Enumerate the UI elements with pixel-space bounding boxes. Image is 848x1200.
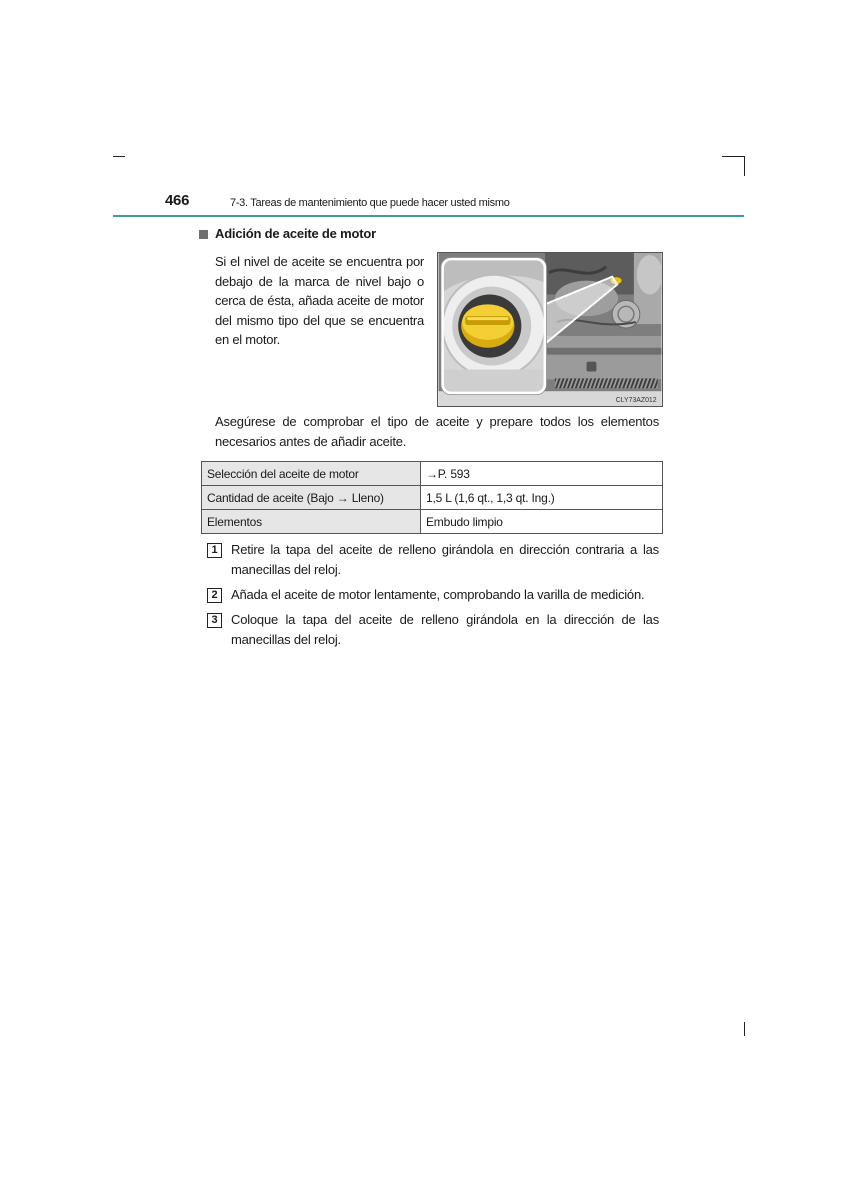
table-cell-label: Selección del aceite de motor [202, 462, 421, 486]
crop-mark-top-left [113, 156, 125, 157]
table-cell-value: Embudo limpio [421, 510, 663, 534]
header-rule [113, 215, 744, 217]
step-text: Retire la tapa del aceite de relleno girándola en dirección contraria a las manecillas del reloj. [231, 542, 659, 577]
step-number-badge: 3 [207, 613, 222, 628]
table-row [202, 510, 663, 534]
engine-illustration [438, 253, 662, 406]
table-cell-label: Elementos [202, 510, 421, 534]
step-list [201, 540, 663, 650]
table-cell-label: Cantidad de aceite (Bajo → Lleno) [202, 486, 421, 510]
chapter-title: 7-3. Tareas de mantenimiento que puede hacer usted mismo [230, 197, 510, 209]
table-cell-value: 1,5 L (1,6 qt., 1,3 qt. Ing.) [421, 486, 663, 510]
section-bullet-icon [199, 230, 208, 239]
intro-paragraph: Si el nivel de aceite se encuentra por debajo de la marca de nivel bajo o cerca de ésta, añada aceite de motor del mismo tipo del que se encuentra en el motor. [215, 254, 424, 347]
step-number-badge: 2 [207, 588, 222, 603]
list-item [201, 585, 663, 605]
step-number-badge: 1 [207, 543, 222, 558]
section-heading [199, 225, 663, 243]
list-item [201, 610, 663, 650]
table-row [202, 486, 663, 510]
page-content [201, 225, 663, 655]
step-text: Coloque la tapa del aceite de relleno girándola en la dirección de las manecillas del reloj. [231, 612, 659, 647]
note-paragraph: Asegúrese de comprobar el tipo de aceite y prepare todos los elementos necesarios antes de añadir aceite. [215, 414, 659, 449]
crop-mark-top-right-vertical [744, 156, 745, 176]
engine-oil-cap-figure [437, 252, 663, 407]
crop-mark-top-right-horizontal [722, 156, 744, 157]
figure-code: CLY73AZ012 [615, 397, 657, 405]
table-row [202, 462, 663, 486]
page-number: 466 [165, 192, 190, 209]
table-cell-value: →P. 593 [421, 462, 663, 486]
section-title: Adición de aceite de motor [215, 226, 376, 241]
crop-mark-bottom-right [744, 1022, 745, 1036]
list-item [201, 540, 663, 580]
oil-spec-table [201, 461, 663, 534]
intro-row [201, 252, 663, 407]
step-text: Añada el aceite de motor lentamente, comprobando la varilla de medición. [231, 587, 645, 602]
